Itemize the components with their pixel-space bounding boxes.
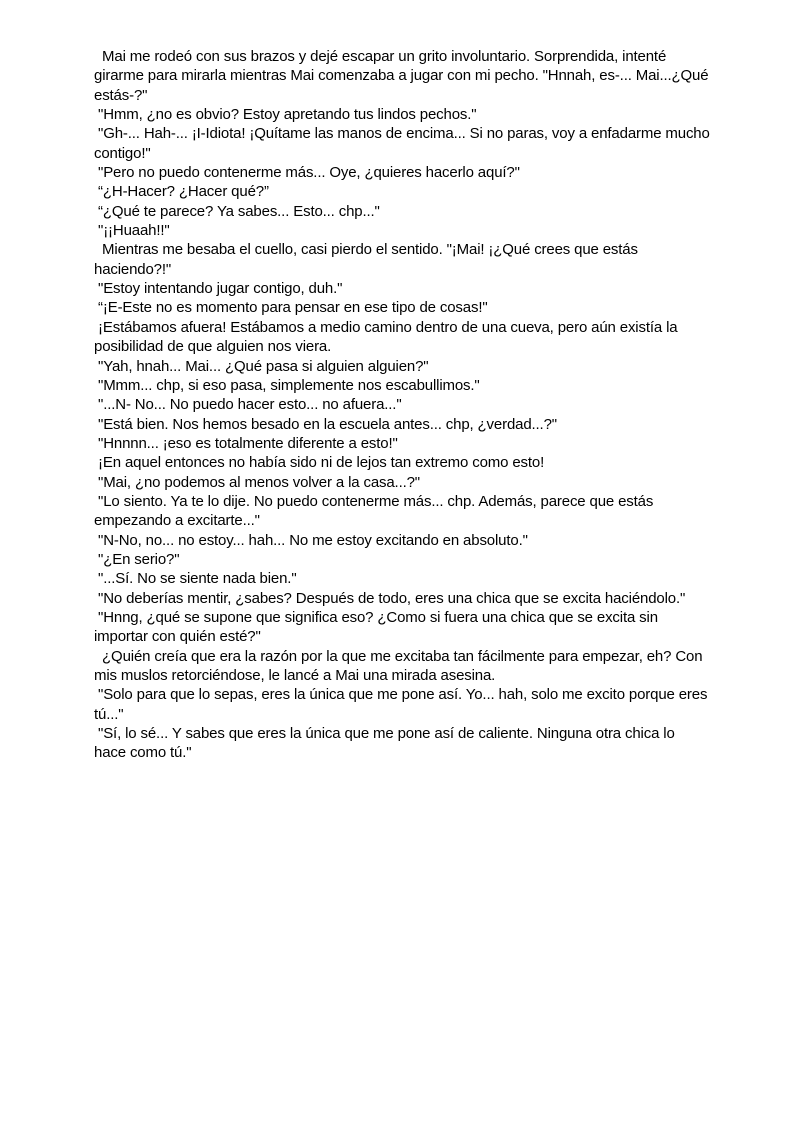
paragraph: "Mmm... chp, si eso pasa, simplemente nos escabullimos." <box>94 376 480 394</box>
paragraph: "¡¡Huaah!!" <box>94 222 170 240</box>
paragraph: "...N- No... No puedo hacer esto... no afuera..." <box>94 396 402 414</box>
paragraph: "Sí, lo sé... Y sabes que eres la única que me pone así de caliente. Ninguna otra chica lo hace como tú." <box>94 725 679 762</box>
paragraph: "Está bien. Nos hemos besado en la escuela antes... chp, ¿verdad...?" <box>94 415 557 433</box>
paragraph: "Pero no puedo contenerme más... Oye, ¿quieres hacerlo aquí?" <box>94 164 520 182</box>
paragraph: "Hnnnn... ¡eso es totalmente diferente a esto!" <box>94 434 398 452</box>
paragraph: "Lo siento. Ya te lo dije. No puedo contenerme más... chp. Además, parece que estás empezando a excitarte..." <box>94 492 658 530</box>
paragraph: "¿En serio?" <box>94 550 180 568</box>
paragraph: "Estoy intentando jugar contigo, duh." <box>94 280 343 298</box>
paragraph: ¿Quién creía que era la razón por la que me excitaba tan fácilmente para empezar, eh? Con mis muslos retorciéndose, le lancé a Mai una mirada asesina. <box>94 647 707 684</box>
paragraph: “¿Qué te parece? Ya sabes... Esto... chp..." <box>94 202 380 220</box>
paragraph: "Mai, ¿no podemos al menos volver a la casa...?" <box>94 473 420 491</box>
paragraph: ¡En aquel entonces no había sido ni de lejos tan extremo como esto! <box>94 454 545 472</box>
paragraph: "Hmm, ¿no es obvio? Estoy apretando tus lindos pechos." <box>94 106 477 124</box>
paragraph: ¡Estábamos afuera! Estábamos a medio camino dentro de una cueva, pero aún existía la posibilidad de que alguien nos viera. <box>94 318 682 356</box>
paragraph: Mai me rodeó con sus brazos y dejé escapar un grito involuntario. Sorprendida, intenté girarme para mirarla mientras Mai comenzaba a jugar con mi pecho. "Hnnah, es-... Mai...¿Qué estás-?" <box>94 48 713 104</box>
paragraph: "Yah, hnah... Mai... ¿Qué pasa si alguien alguien?" <box>94 357 429 375</box>
paragraph: “¡E-Este no es momento para pensar en ese tipo de cosas!" <box>94 299 488 317</box>
paragraph: "Hnng, ¿qué se supone que significa eso? ¿Como si fuera una chica que se excita sin importar con quién esté?" <box>94 608 662 646</box>
paragraph: "Solo para que lo sepas, eres la única que me pone así. Yo... hah, solo me excito porque eres tú..." <box>94 686 712 723</box>
paragraph: Mientras me besaba el cuello, casi pierdo el sentido. "¡Mai! ¡¿Qué crees que estás haciendo?!" <box>94 241 642 278</box>
paragraph: “¿H-Hacer? ¿Hacer qué?” <box>94 183 269 201</box>
story-text-block <box>94 47 714 763</box>
paragraph: "No deberías mentir, ¿sabes? Después de todo, eres una chica que se excita haciéndolo." <box>94 589 686 607</box>
paragraph: "N-No, no... no estoy... hah... No me estoy excitando en absoluto." <box>94 531 528 549</box>
paragraph: "...Sí. No se siente nada bien." <box>94 570 297 588</box>
paragraph: "Gh-... Hah-... ¡I-Idiota! ¡Quítame las manos de encima... Si no paras, voy a enfadarme mucho contigo!" <box>94 125 714 162</box>
